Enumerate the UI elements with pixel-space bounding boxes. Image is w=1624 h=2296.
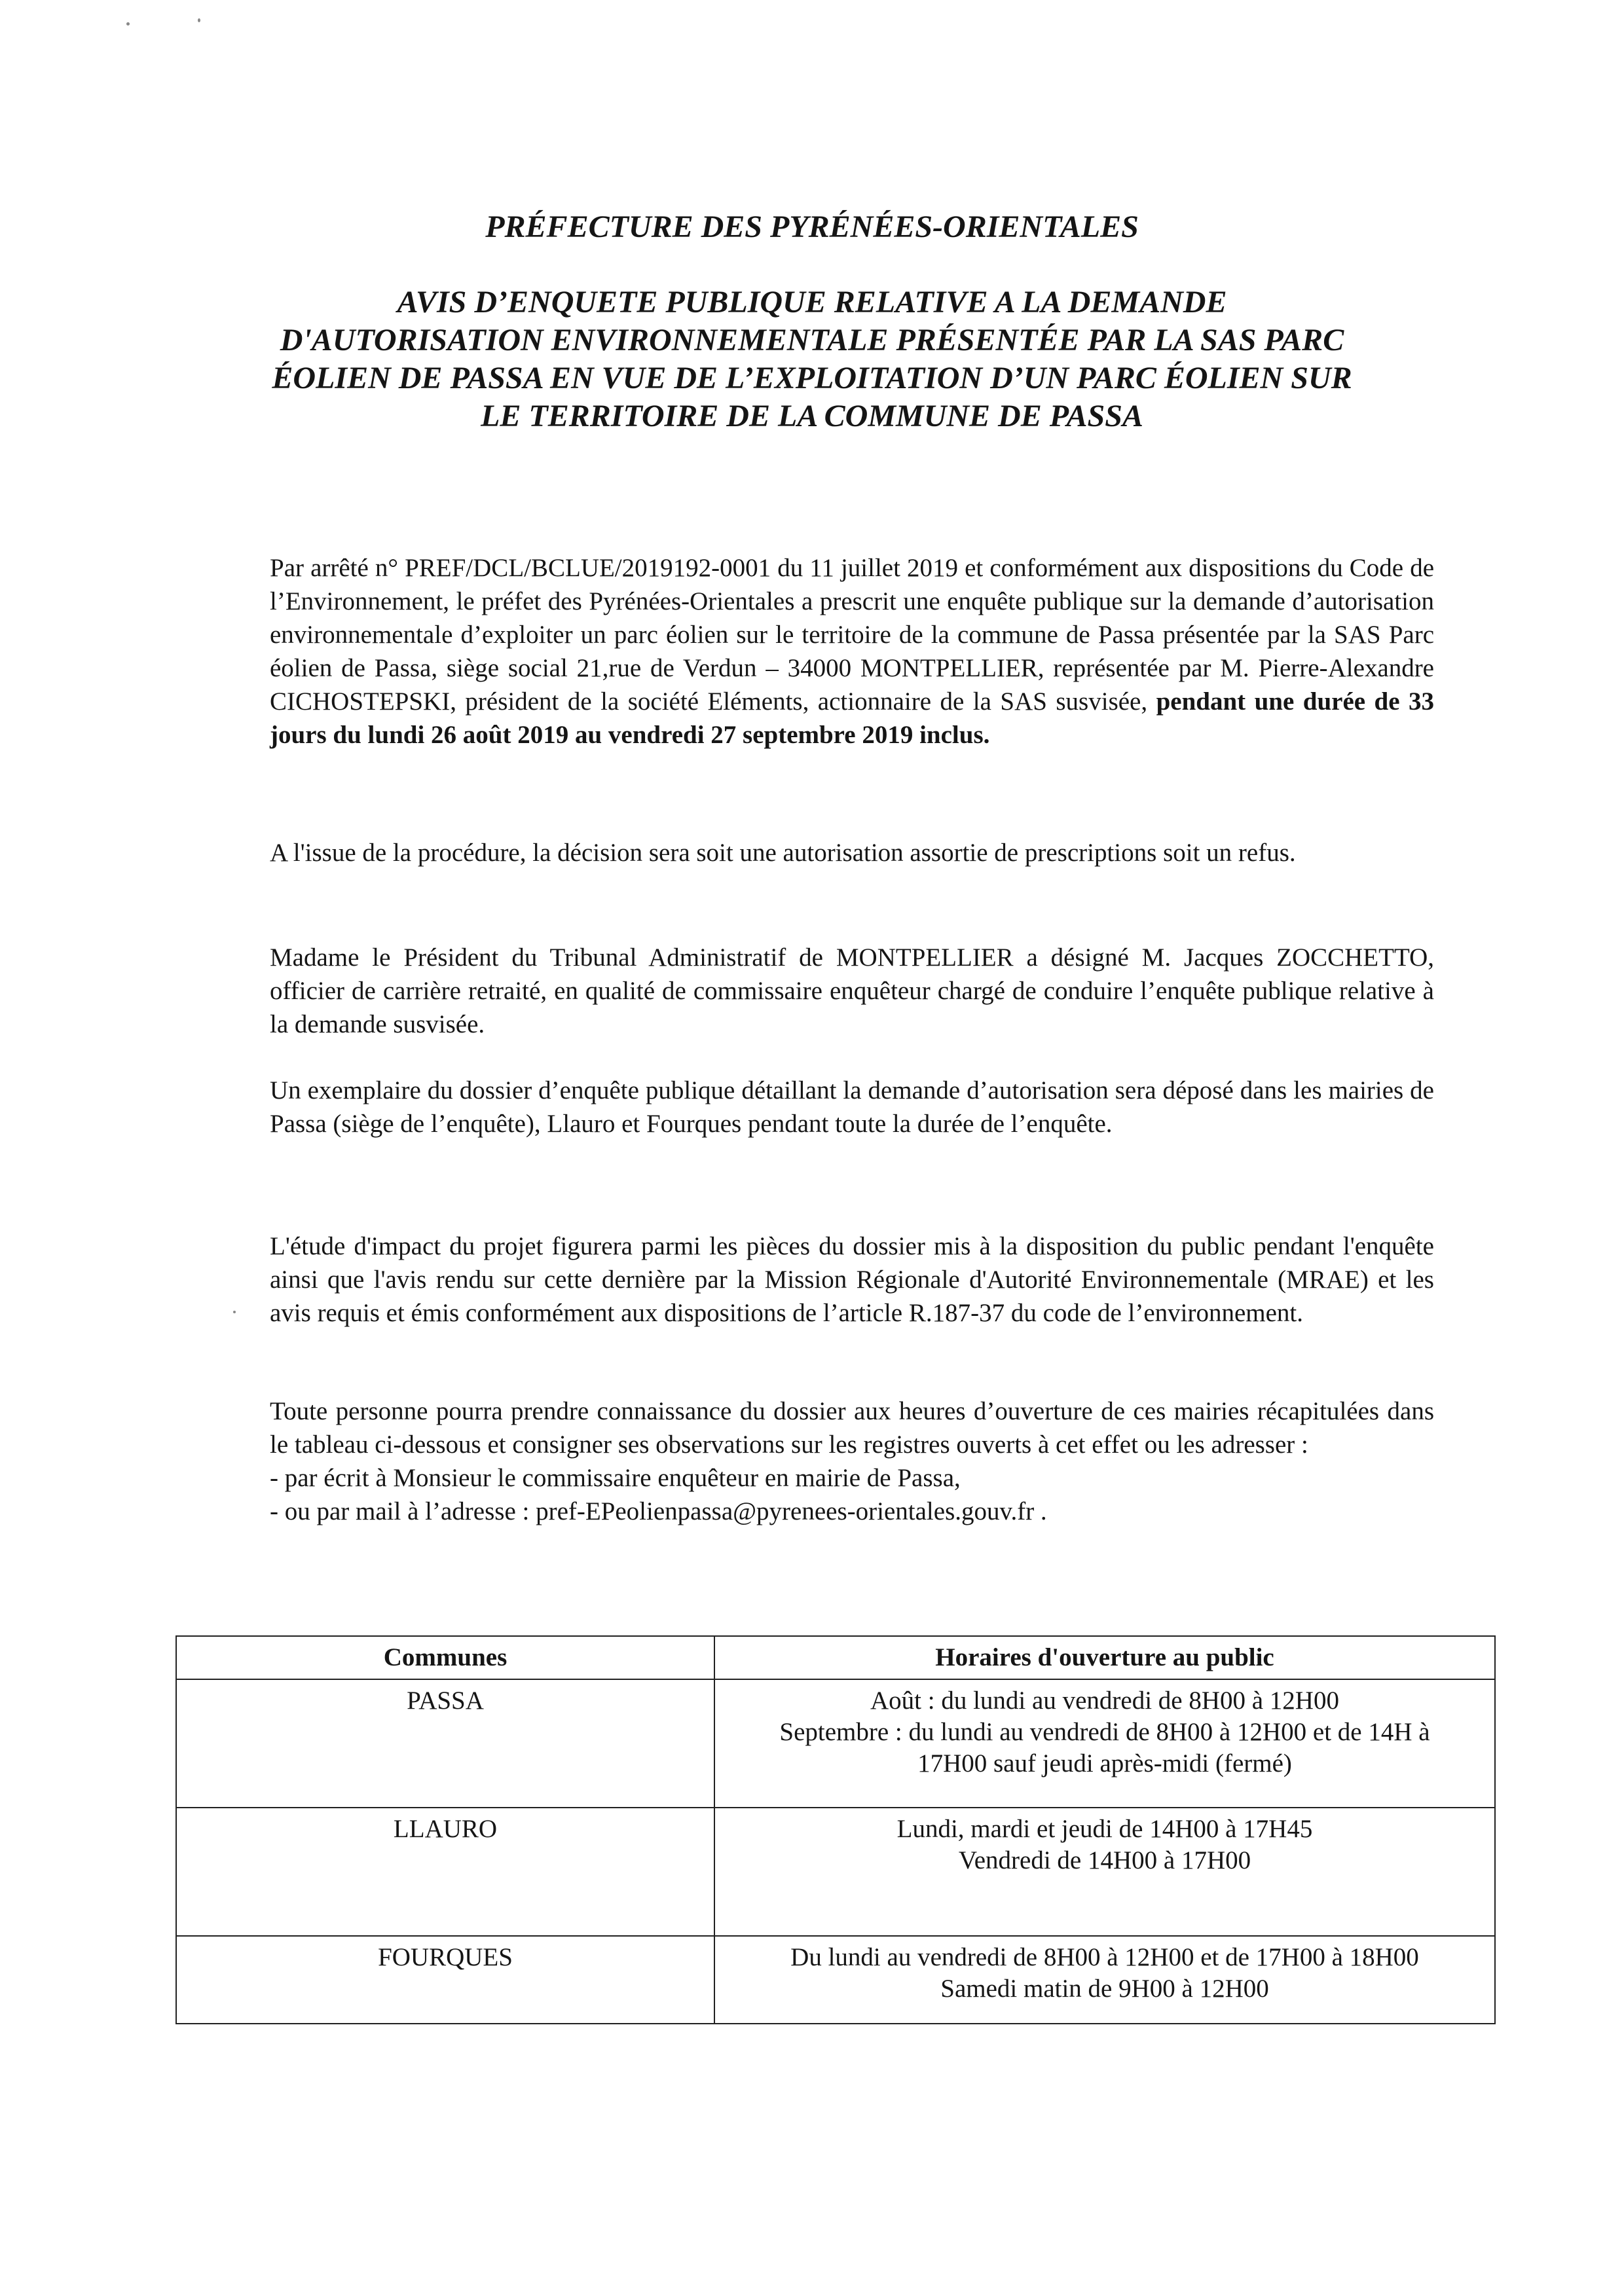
paragraph-consultation bbox=[270, 1394, 1434, 1528]
paragraph-dossier: Un exemplaire du dossier d’enquête publique détaillant la demande d’autorisation sera déposé dans les mairies de Passa (siège de l’enquête), Llauro et Fourques pendant toute la durée de l’enquête. bbox=[270, 1076, 1434, 1138]
column-header-horaires: Horaires d'ouverture au public bbox=[714, 1636, 1495, 1679]
paragraph-decision: A l'issue de la procédure, la décision sera soit une autorisation assortie de prescriptions soit un refus. bbox=[270, 839, 1296, 867]
hours-line: Vendredi de 14H00 à 17H00 bbox=[958, 1846, 1251, 1874]
paragraph-etude-impact: L'étude d'impact du projet figurera parmi les pièces du dossier mis à la disposition du public pendant l'enquête ainsi que l'avis rendu sur cette dernière par la Mission Régionale d'Autorité Environnementale (MRAE) et les avis requis et émis conformément aux dispositions de l’article R.187-37 du code de l’environnement. bbox=[270, 1232, 1434, 1327]
hours-cell bbox=[714, 1808, 1495, 1936]
hours-line: Du lundi au vendredi de 8H00 à 12H00 et de 17H00 à 18H00 bbox=[790, 1943, 1419, 1971]
hours-cell bbox=[714, 1679, 1495, 1808]
hours-line: Septembre : du lundi au vendredi de 8H00 à 12H00 et de 14H à bbox=[779, 1718, 1430, 1746]
column-header-communes: Communes bbox=[176, 1636, 714, 1679]
commune-cell: PASSA bbox=[176, 1679, 714, 1808]
commune-cell: LLAURO bbox=[176, 1808, 714, 1936]
paragraph-commissaire: Madame le Président du Tribunal Administratif de MONTPELLIER a désigné M. Jacques ZOCCHETTO, officier de carrière retraité, en qualité de commissaire enquêteur chargé de conduire l’enquête publique relative à la demande susvisée. bbox=[270, 943, 1434, 1038]
table-row bbox=[176, 1936, 1495, 2024]
hours-cell bbox=[714, 1936, 1495, 2024]
scan-speck bbox=[233, 1311, 236, 1313]
list-item: - par écrit à Monsieur le commissaire enquêteur en mairie de Passa, bbox=[270, 1464, 961, 1492]
observation-methods-list bbox=[270, 1461, 1434, 1528]
notice-title: AVIS D’ENQUETE PUBLIQUE RELATIVE A LA DEMANDE D'AUTORISATION ENVIRONNEMENTALE PRÉSENTÉE PAR LA SAS PARC ÉOLIEN DE PASSA EN VUE DE L’EXPLOITATION D’UN PARC ÉOLIEN SUR LE TERRITOIRE DE LA COMMUNE DE PASSA bbox=[272, 285, 1352, 433]
scan-speck bbox=[198, 18, 200, 22]
opening-hours-table bbox=[175, 1635, 1496, 2024]
table-header-row bbox=[176, 1636, 1495, 1679]
prefecture-heading: PRÉFECTURE DES PYRÉNÉES-ORIENTALES bbox=[485, 210, 1139, 244]
hours-line: Août : du lundi au vendredi de 8H00 à 12H00 bbox=[870, 1686, 1339, 1715]
table-row bbox=[176, 1808, 1495, 1936]
paragraph-arrete bbox=[270, 551, 1434, 752]
hours-line: Samedi matin de 9H00 à 12H00 bbox=[940, 1975, 1269, 2003]
table-row bbox=[176, 1679, 1495, 1808]
paragraph-arrete-text: Par arrêté n° PREF/DCL/BCLUE/2019192-0001 du 11 juillet 2019 et conformément aux dispositions du Code de l’Environnement, le préfet des Pyrénées-Orientales a prescrit une enquête publique sur la demande d’autorisation environnementale d’exploiter un parc éolien sur le territoire de la commune de Passa présentée par la SAS Parc éolien de Passa, siège social 21,rue de Verdun – 34000 MONTPELLIER, représentée par M. Pierre-Alexandre CICHOSTEPSKI, président de la société Eléments, actionnaire de la SAS susvisée, bbox=[270, 554, 1434, 716]
paragraph-consultation-text: Toute personne pourra prendre connaissance du dossier aux heures d’ouverture de ces mairies récapitulées dans le tableau ci-dessous et consigner ses observations sur les registres ouverts à cet effet ou les adresser : bbox=[270, 1397, 1434, 1459]
commune-cell: FOURQUES bbox=[176, 1936, 714, 2024]
hours-line: 17H00 sauf jeudi après-midi (fermé) bbox=[917, 1749, 1292, 1777]
paragraph-arrete-duration: pendant une durée de 33 jours du lundi 26 août 2019 au vendredi 27 septembre 2019 inclus. bbox=[270, 687, 1435, 749]
scan-speck bbox=[126, 22, 130, 26]
list-item: - ou par mail à l’adresse : pref-EPeolienpassa@pyrenees-orientales.gouv.fr . bbox=[270, 1497, 1047, 1525]
hours-line: Lundi, mardi et jeudi de 14H00 à 17H45 bbox=[896, 1815, 1313, 1843]
